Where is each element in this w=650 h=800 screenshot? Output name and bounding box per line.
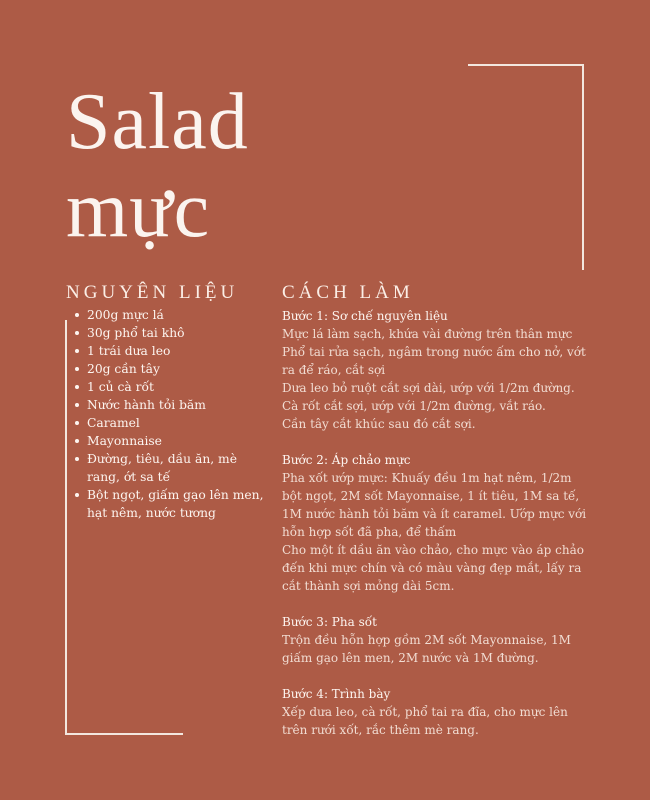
ingredient-item: 1 củ cà rốt bbox=[72, 378, 272, 396]
step-title: Bước 2: Áp chảo mực bbox=[282, 453, 411, 467]
ingredient-item: Caramel bbox=[72, 414, 272, 432]
method-heading: CÁCH LÀM bbox=[282, 282, 414, 303]
step-line: Xếp dưa leo, cà rốt, phổ tai ra đĩa, cho mực lên trên rưới xốt, rắc thêm mè rang. bbox=[282, 705, 568, 737]
ingredient-item: 1 trái dưa leo bbox=[72, 342, 272, 360]
method-step-2 bbox=[282, 451, 588, 595]
step-line: Dưa leo bỏ ruột cắt sợi dài, ướp với 1/2m đường. bbox=[282, 381, 575, 395]
ingredient-item: Bột ngọt, giấm gạo lên men, hạt nêm, nước tương bbox=[72, 486, 272, 522]
ingredient-item: Nước hành tỏi băm bbox=[72, 396, 272, 414]
step-line: Trộn đều hỗn hợp gồm 2M sốt Mayonnaise, 1M giấm gạo lên men, 2M nước và 1M đường. bbox=[282, 633, 571, 665]
ingredient-item: 200g mực lá bbox=[72, 306, 272, 324]
method-steps bbox=[282, 307, 588, 757]
method-step-4 bbox=[282, 685, 588, 739]
decorative-frame-top-right bbox=[468, 64, 584, 270]
method-step-3 bbox=[282, 613, 588, 667]
ingredient-item: Đường, tiêu, dầu ăn, mè rang, ớt sa tế bbox=[72, 450, 272, 486]
ingredients-list bbox=[72, 306, 272, 522]
step-line: Cho một ít dầu ăn vào chảo, cho mực vào áp chảo đến khi mực chín và có màu vàng đẹp mắt, lấy ra cắt thành sợi mỏng dài 5cm. bbox=[282, 543, 584, 593]
method-step-1 bbox=[282, 307, 588, 433]
step-line: Mực lá làm sạch, khứa vài đường trên thân mực bbox=[282, 327, 573, 341]
step-title: Bước 1: Sơ chế nguyên liệu bbox=[282, 309, 448, 323]
step-line: Cần tây cắt khúc sau đó cắt sợi. bbox=[282, 417, 476, 431]
ingredient-item: 30g phổ tai khô bbox=[72, 324, 272, 342]
ingredient-item: 20g cần tây bbox=[72, 360, 272, 378]
ingredient-item: Mayonnaise bbox=[72, 432, 272, 450]
ingredients-heading: NGUYÊN LIỆU bbox=[66, 282, 239, 303]
recipe-title-line-1: Salad bbox=[66, 78, 249, 166]
step-line: Phổ tai rửa sạch, ngâm trong nước ấm cho nở, vớt ra để ráo, cắt sợi bbox=[282, 345, 586, 377]
step-line: Cà rốt cắt sợi, ướp với 1/2m đường, vắt ráo. bbox=[282, 399, 546, 413]
recipe-title-line-2: mực bbox=[66, 166, 211, 254]
step-title: Bước 4: Trình bày bbox=[282, 687, 391, 701]
step-title: Bước 3: Pha sốt bbox=[282, 615, 377, 629]
recipe-title bbox=[66, 78, 249, 254]
step-line: Pha xốt ướp mực: Khuấy đều 1m hạt nêm, 1/2m bột ngọt, 2M sốt Mayonnaise, 1 ít tiêu, 1M sa tế, 1M nước hành tỏi băm và ít caramel. Ướp mực với hỗn hợp sốt đã pha, để thấm bbox=[282, 471, 587, 539]
